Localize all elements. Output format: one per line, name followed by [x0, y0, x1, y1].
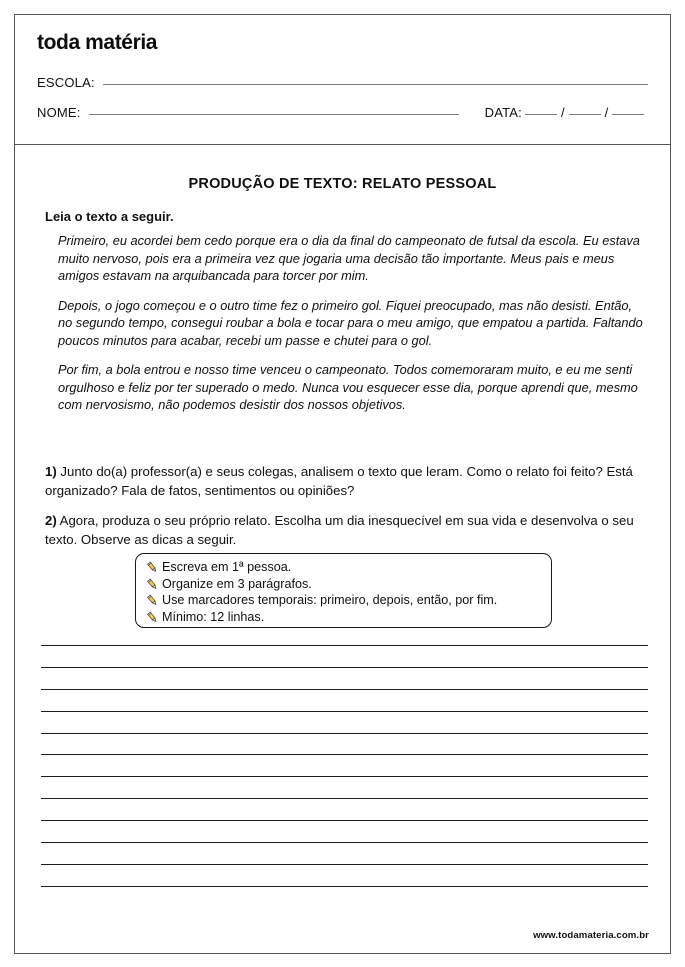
writing-line[interactable]	[41, 776, 648, 777]
reading-instruction: Leia o texto a seguir.	[45, 209, 174, 224]
school-label: ESCOLA:	[37, 75, 95, 90]
page-title: PRODUÇÃO DE TEXTO: RELATO PESSOAL	[188, 176, 497, 192]
tip-item	[145, 592, 551, 609]
name-field-row	[37, 105, 657, 120]
school-input-line[interactable]	[103, 84, 648, 85]
date-label: DATA:	[484, 105, 522, 120]
pencil-icon	[145, 577, 160, 592]
date-separator-2: /	[604, 105, 609, 120]
writing-line[interactable]	[41, 842, 648, 843]
tip-item	[145, 576, 551, 593]
story-paragraph: Depois, o jogo começou e o outro time fez o primeiro gol. Fiquei preocupado, mas não desisti. Então, no segundo tempo, consegui roubar a bola e tocar para o meu amigo, que empatou a partida. Faltando poucos minutos para acabar, recebi um passe e chutei para o gol.	[58, 297, 643, 348]
name-label: NOME:	[37, 105, 81, 120]
writing-line[interactable]	[41, 667, 648, 668]
question-2-text: Agora, produza o seu próprio relato. Escolha um dia inesquecível em sua vida e desenvolva o seu texto. Observe as dicas a seguir.	[45, 513, 634, 547]
tip-label: Organize em 3 parágrafos.	[162, 576, 312, 591]
tip-label: Mínimo: 12 linhas.	[162, 609, 265, 624]
question-1-text: Junto do(a) professor(a) e seus colegas, analisem o texto que leram. Como o relato foi feito? Está organizado? Fala de fatos, sentimentos ou opiniões?	[45, 464, 633, 498]
date-day-input-line[interactable]	[525, 114, 557, 115]
story-paragraph: Por fim, a bola entrou e nosso time venceu o campeonato. Todos comemoraram muito, e eu me senti orgulhoso e feliz por ter superado o medo. Nunca vou esquecer esse dia, porque aprendi que, mesmo com nervosismo, não podemos desistir dos nossos objetivos.	[58, 362, 638, 412]
tip-item	[145, 559, 551, 576]
story-text	[58, 232, 644, 426]
question-1-number: 1)	[45, 464, 57, 479]
date-year-input-line[interactable]	[612, 114, 644, 115]
writing-line[interactable]	[41, 733, 648, 734]
writing-line[interactable]	[41, 645, 648, 646]
worksheet-header	[15, 15, 670, 144]
header-divider	[15, 144, 670, 145]
date-separator-1: /	[560, 105, 565, 120]
tips-box	[135, 553, 552, 628]
date-field-group	[485, 105, 648, 120]
writing-lines-area[interactable]	[41, 645, 648, 908]
tip-label: Escreva em 1ª pessoa.	[162, 560, 292, 574]
writing-line[interactable]	[41, 754, 648, 755]
story-paragraph: Primeiro, eu acordei bem cedo porque era o dia da final do campeonato de futsal da escola. Eu estava muito nervoso, pois era a primeira vez que jogaria uma decisão tão importante. Meus pais e meus amigos estavam na arquibancada para torcer por mim.	[58, 233, 640, 283]
writing-line[interactable]	[41, 711, 648, 712]
writing-line[interactable]	[41, 864, 648, 865]
footer-website: www.todamateria.com.br	[533, 930, 649, 941]
brand-logo: toda matéria	[37, 31, 158, 54]
school-field-row	[37, 75, 657, 90]
writing-line[interactable]	[41, 689, 648, 690]
question-2-number: 2)	[45, 513, 57, 528]
date-month-input-line[interactable]	[569, 114, 601, 115]
pencil-icon	[145, 593, 160, 608]
writing-line[interactable]	[41, 886, 648, 887]
tip-item	[145, 609, 551, 626]
question-1	[45, 462, 647, 500]
writing-line[interactable]	[41, 798, 648, 799]
tip-label: Use marcadores temporais: primeiro, depois, então, por fim.	[162, 593, 498, 607]
pencil-icon	[145, 610, 160, 625]
question-2	[45, 511, 647, 549]
pencil-icon	[145, 560, 160, 575]
writing-line[interactable]	[41, 820, 648, 821]
name-input-line[interactable]	[89, 114, 459, 115]
